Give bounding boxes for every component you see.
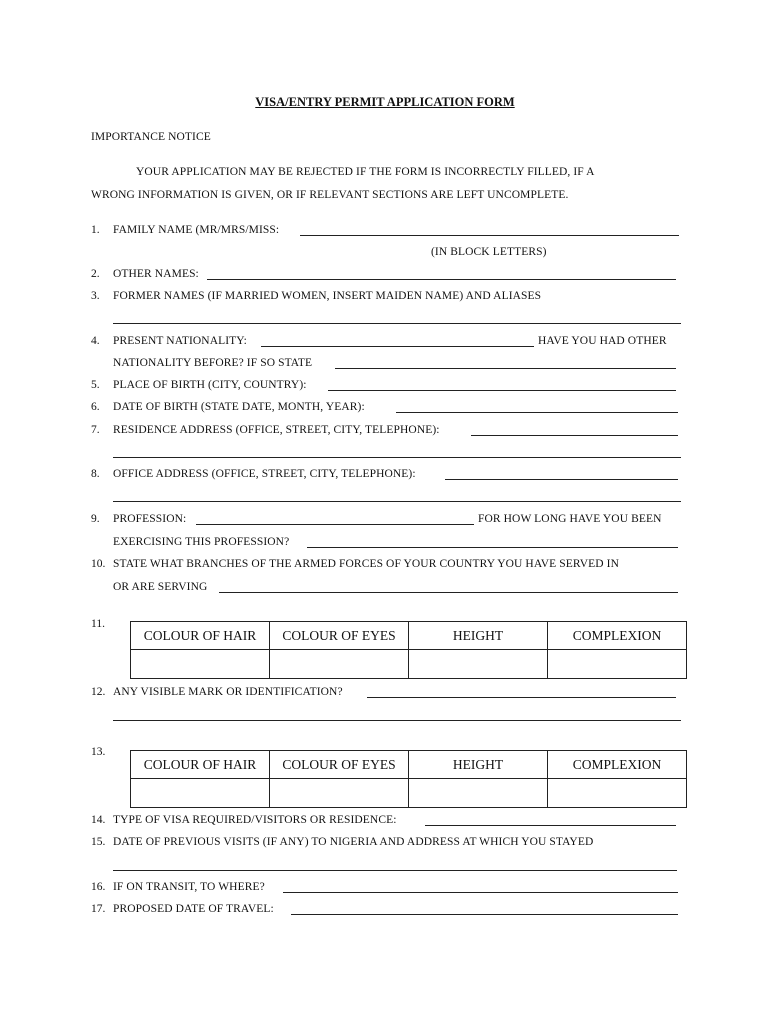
former-names-field[interactable] bbox=[113, 323, 681, 324]
residence-address-field-line2[interactable] bbox=[113, 457, 681, 458]
other-names-field[interactable] bbox=[207, 279, 676, 280]
header-colour-of-eyes: COLOUR OF EYES bbox=[270, 751, 409, 779]
nationality-before-label: NATIONALITY BEFORE? IF SO STATE bbox=[113, 357, 313, 369]
item-number: 4. bbox=[91, 335, 100, 347]
exercising-label: EXERCISING THIS PROFESSION? bbox=[113, 536, 290, 548]
notice-heading: IMPORTANCE NOTICE bbox=[91, 131, 211, 143]
office-address-field[interactable] bbox=[445, 479, 678, 480]
item-number: 7. bbox=[91, 424, 100, 436]
item-number: 5. bbox=[91, 379, 100, 391]
colour-of-hair-cell[interactable] bbox=[131, 779, 270, 808]
visible-mark-field[interactable] bbox=[367, 697, 676, 698]
complexion-cell[interactable] bbox=[548, 779, 687, 808]
are-serving-label: OR ARE SERVING bbox=[113, 581, 208, 593]
other-nationality-label: HAVE YOU HAD OTHER bbox=[538, 335, 667, 347]
other-names-label: OTHER NAMES: bbox=[113, 268, 199, 280]
header-complexion: COMPLEXION bbox=[548, 751, 687, 779]
height-cell[interactable] bbox=[409, 779, 548, 808]
visible-mark-field-line2[interactable] bbox=[113, 720, 681, 721]
place-of-birth-field[interactable] bbox=[328, 390, 676, 391]
previous-visits-label: DATE OF PREVIOUS VISITS (IF ANY) TO NIGERIA AND ADDRESS AT WHICH YOU STAYED bbox=[113, 836, 594, 848]
item-number: 17. bbox=[91, 903, 106, 915]
travel-date-field[interactable] bbox=[291, 914, 678, 915]
block-letters-note: (IN BLOCK LETTERS) bbox=[431, 246, 547, 258]
header-height: HEIGHT bbox=[409, 751, 548, 779]
transit-label: IF ON TRANSIT, TO WHERE? bbox=[113, 881, 265, 893]
transit-field[interactable] bbox=[283, 892, 678, 893]
nationality-field[interactable] bbox=[261, 346, 534, 347]
place-of-birth-label: PLACE OF BIRTH (CITY, COUNTRY): bbox=[113, 379, 307, 391]
former-names-label: FORMER NAMES (IF MARRIED WOMEN, INSERT MAIDEN NAME) AND ALIASES bbox=[113, 290, 542, 302]
colour-of-eyes-cell[interactable] bbox=[270, 779, 409, 808]
item-number: 3. bbox=[91, 290, 100, 302]
visible-mark-label: ANY VISIBLE MARK OR IDENTIFICATION? bbox=[113, 686, 343, 698]
item-number: 11. bbox=[91, 618, 105, 630]
item-number: 16. bbox=[91, 881, 106, 893]
physical-attributes-table bbox=[130, 621, 687, 679]
header-colour-of-hair: COLOUR OF HAIR bbox=[131, 622, 270, 650]
how-long-label: FOR HOW LONG HAVE YOU BEEN bbox=[478, 513, 662, 525]
header-colour-of-eyes: COLOUR OF EYES bbox=[270, 622, 409, 650]
residence-address-label: RESIDENCE ADDRESS (OFFICE, STREET, CITY, TELEPHONE): bbox=[113, 424, 440, 436]
armed-forces-field[interactable] bbox=[219, 592, 678, 593]
profession-field[interactable] bbox=[196, 524, 474, 525]
form-title: VISA/ENTRY PERMIT APPLICATION FORM bbox=[255, 95, 515, 109]
notice-line-2: WRONG INFORMATION IS GIVEN, OR IF RELEVANT SECTIONS ARE LEFT UNCOMPLETE. bbox=[91, 189, 569, 201]
height-cell[interactable] bbox=[409, 650, 548, 679]
previous-visits-field[interactable] bbox=[113, 870, 677, 871]
armed-forces-label: STATE WHAT BRANCHES OF THE ARMED FORCES OF YOUR COUNTRY YOU HAVE SERVED IN bbox=[113, 558, 619, 570]
notice-line-1: YOUR APPLICATION MAY BE REJECTED IF THE FORM IS INCORRECTLY FILLED, IF A bbox=[136, 166, 595, 178]
item-number: 13. bbox=[91, 746, 106, 758]
header-colour-of-hair: COLOUR OF HAIR bbox=[131, 751, 270, 779]
residence-address-field[interactable] bbox=[471, 435, 678, 436]
visa-type-field[interactable] bbox=[425, 825, 676, 826]
item-number: 9. bbox=[91, 513, 100, 525]
complexion-cell[interactable] bbox=[548, 650, 687, 679]
physical-attributes-table-2 bbox=[130, 750, 687, 808]
item-number: 10. bbox=[91, 558, 106, 570]
family-name-field[interactable] bbox=[300, 235, 679, 236]
travel-date-label: PROPOSED DATE OF TRAVEL: bbox=[113, 903, 274, 915]
date-of-birth-field[interactable] bbox=[396, 412, 678, 413]
item-number: 6. bbox=[91, 401, 100, 413]
colour-of-eyes-cell[interactable] bbox=[270, 650, 409, 679]
family-name-label: FAMILY NAME (MR/MRS/MISS: bbox=[113, 224, 280, 236]
header-height: HEIGHT bbox=[409, 622, 548, 650]
item-number: 2. bbox=[91, 268, 100, 280]
item-number: 12. bbox=[91, 686, 106, 698]
colour-of-hair-cell[interactable] bbox=[131, 650, 270, 679]
header-complexion: COMPLEXION bbox=[548, 622, 687, 650]
office-address-field-line2[interactable] bbox=[113, 501, 681, 502]
item-number: 1. bbox=[91, 224, 100, 236]
item-number: 14. bbox=[91, 814, 106, 826]
profession-label: PROFESSION: bbox=[113, 513, 187, 525]
nationality-label: PRESENT NATIONALITY: bbox=[113, 335, 247, 347]
other-nationality-field[interactable] bbox=[335, 368, 676, 369]
date-of-birth-label: DATE OF BIRTH (STATE DATE, MONTH, YEAR): bbox=[113, 401, 365, 413]
office-address-label: OFFICE ADDRESS (OFFICE, STREET, CITY, TELEPHONE): bbox=[113, 468, 416, 480]
profession-duration-field[interactable] bbox=[307, 547, 678, 548]
item-number: 8. bbox=[91, 468, 100, 480]
visa-type-label: TYPE OF VISA REQUIRED/VISITORS OR RESIDENCE: bbox=[113, 814, 397, 826]
item-number: 15. bbox=[91, 836, 106, 848]
